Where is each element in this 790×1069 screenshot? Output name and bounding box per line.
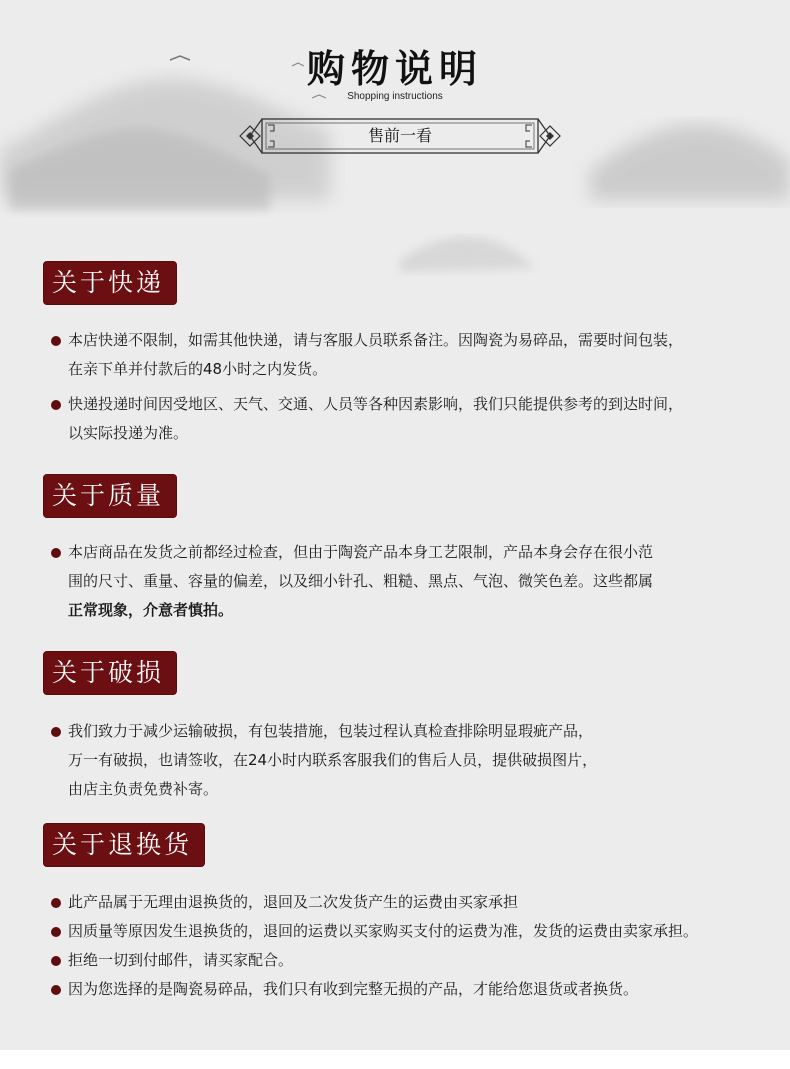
section-tag-damage: 关于破损 [44, 652, 176, 694]
section-quality [48, 538, 778, 625]
bullet-icon [51, 898, 61, 908]
section-damage [48, 717, 778, 804]
banner-label: 售前一看 [367, 126, 432, 145]
section-tag-returns: 关于退换货 [44, 824, 204, 866]
list-item: 因质量等原因发生退换货的，退回的运费以买家购买支付的运费为准，发货的运费由卖家承担。 [48, 917, 778, 946]
section-tag-quality: 关于质量 [44, 475, 176, 517]
pre-sale-banner [236, 116, 564, 156]
list-item: 快递投递时间因受地区、天气、交通、人员等各种因素影响，我们只能提供参考的到达时间， 以实际投递为准。 [48, 390, 778, 448]
list-item: 此产品属于无理由退换货的，退回及二次发货产生的运费由买家承担 [48, 888, 778, 917]
bottom-divider [0, 1050, 790, 1069]
bullet-icon [51, 727, 61, 737]
bullet-icon [51, 927, 61, 937]
list-item: 本店商品在发货之前都经过检查，但由于陶瓷产品本身工艺限制，产品本身会存在很小范 围的尺寸、重量、容量的偏差，以及细小针孔、粗糙、黑点、气泡、微笑色差。这些都属 正常现象，介意者慎拍。 [48, 538, 778, 625]
page-title: 购物说明 [306, 46, 483, 91]
bullet-icon [51, 336, 61, 346]
list-item: 拒绝一切到付邮件，请买家配合。 [48, 946, 778, 975]
page-subtitle: Shopping instructions [347, 91, 443, 102]
bullet-icon [51, 956, 61, 966]
bullet-icon [51, 985, 61, 995]
section-returns [48, 888, 778, 1004]
list-item: 我们致力于减少运输破损，有包装措施，包装过程认真检查排除明显瑕疵产品， 万一有破损，也请签收，在24小时内联系客服我们的售后人员，提供破损图片， 由店主负责免费补寄。 [48, 717, 778, 804]
bullet-icon [51, 548, 61, 558]
bullet-icon [51, 400, 61, 410]
list-item: 本店快递不限制，如需其他快递，请与客服人员联系备注。因陶瓷为易碎品，需要时间包装， 在亲下单并付款后的48小时之内发货。 [48, 326, 778, 384]
list-item: 因为您选择的是陶瓷易碎品，我们只有收到完整无损的产品，才能给您退货或者换货。 [48, 975, 778, 1004]
section-tag-express: 关于快递 [44, 262, 176, 304]
section-express [48, 326, 778, 448]
